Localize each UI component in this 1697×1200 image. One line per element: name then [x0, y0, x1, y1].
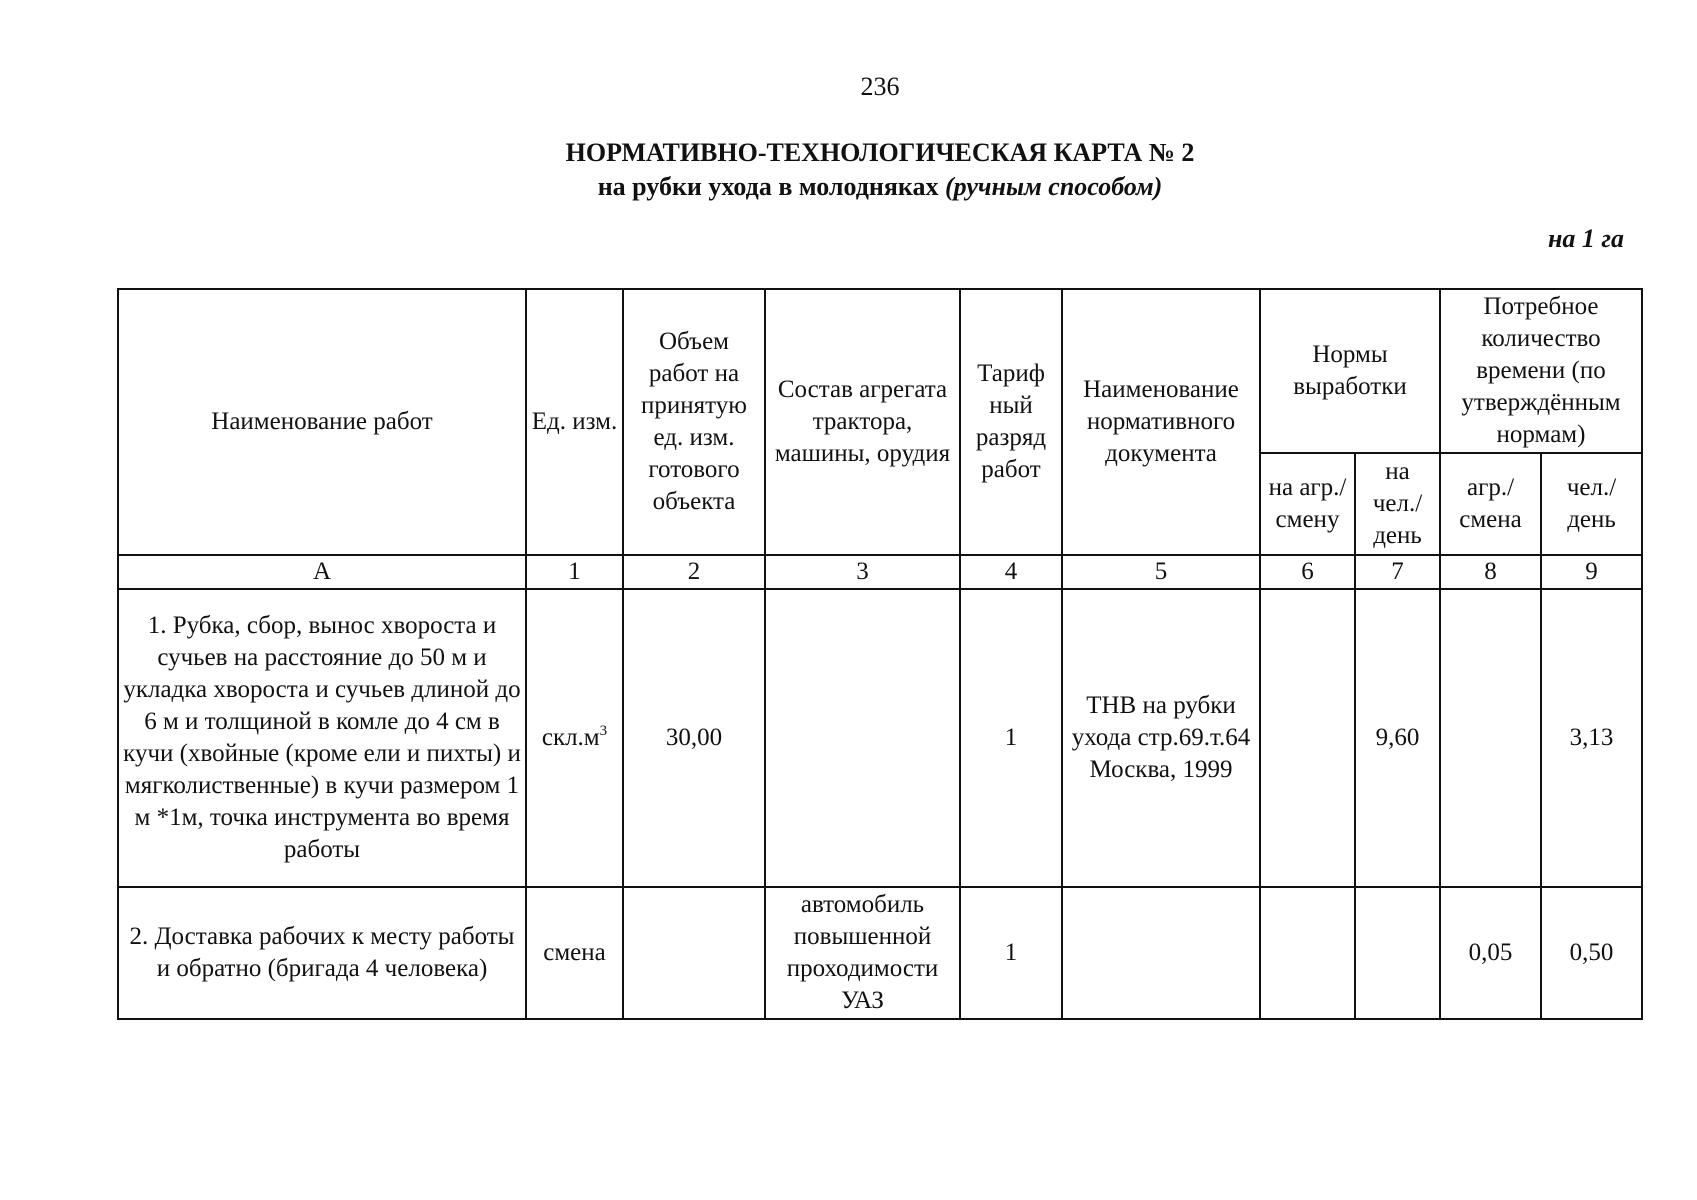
norm-chel-cell: 9,60: [1355, 589, 1440, 887]
time-agr-cell: 0,05: [1440, 887, 1541, 1019]
column-index: 7: [1355, 555, 1440, 589]
norm-table: [117, 288, 1643, 1020]
column-index: 3: [765, 555, 960, 589]
work-name-cell: 1. Рубка, сбор, вынос хвороста и сучьев на расстояние до 50 м и укладка хвороста и сучьев длиной до 6 м и толщиной в комле до 4 см в кучи (хвойные (кроме ели и пихты) и мягколиственные) в кучи размером 1 м *1м, точка инструмента во время работы: [118, 589, 526, 887]
document-subtitle: [0, 172, 1697, 202]
unit-text: смена: [543, 939, 606, 966]
column-index: 9: [1541, 555, 1642, 589]
time-agr-cell: [1440, 589, 1541, 887]
norm-chel-cell: [1355, 887, 1440, 1019]
header-time-chel: чел./ день: [1541, 453, 1642, 555]
header-norms-agr: на агр./ смену: [1260, 453, 1355, 555]
column-index: 5: [1062, 555, 1260, 589]
work-name-cell: 2. Доставка рабочих к месту работы и обратно (бригада 4 человека): [118, 887, 526, 1019]
column-index-row: [118, 555, 1642, 589]
header-norms: Нормы выработки: [1260, 289, 1440, 453]
volume-cell: [623, 887, 765, 1019]
header-unit: Ед. изм.: [526, 289, 623, 555]
table-row: [118, 589, 1642, 887]
unit-text: скл.м: [541, 724, 600, 751]
time-chel-cell: 0,50: [1541, 887, 1642, 1019]
document-cell: [1062, 887, 1260, 1019]
norm-agr-cell: [1260, 589, 1355, 887]
header-volume: Объем работ на принятую ед. изм. готового объекта: [623, 289, 765, 555]
subtitle-main: на рубки ухода в молодняках: [597, 172, 946, 201]
unit-cell: [526, 589, 623, 887]
header-aggregate: Состав агрегата трактора, машины, орудия: [765, 289, 960, 555]
column-index: 6: [1260, 555, 1355, 589]
header-norms-chel: на чел./ день: [1355, 453, 1440, 555]
tariff-cell: 1: [960, 887, 1062, 1019]
aggregate-cell: [765, 589, 960, 887]
column-index: А: [118, 555, 526, 589]
document-cell: ТНВ на рубки ухода стр.69.т.64 Москва, 1999: [1062, 589, 1260, 887]
column-index: 1: [526, 555, 623, 589]
page-number: 236: [860, 72, 900, 101]
column-index: 4: [960, 555, 1062, 589]
header-work-name: Наименование работ: [118, 289, 526, 555]
norm-agr-cell: [1260, 887, 1355, 1019]
tariff-cell: 1: [960, 589, 1062, 887]
header-tariff: Тариф ный разряд работ: [960, 289, 1062, 555]
header-row: [118, 289, 1642, 453]
header-time: Потребное количество времени (по утверждённым нормам): [1440, 289, 1642, 453]
header-document: Наименование нормативного документа: [1062, 289, 1260, 555]
column-index: 2: [623, 555, 765, 589]
header-time-agr: агр./ смена: [1440, 453, 1541, 555]
volume-cell: 30,00: [623, 589, 765, 887]
unit-cell: [526, 887, 623, 1019]
time-chel-cell: 3,13: [1541, 589, 1642, 887]
document-title: НОРМАТИВНО-ТЕХНОЛОГИЧЕСКАЯ КАРТА № 2: [565, 138, 1195, 167]
subtitle-italic: (ручным способом): [945, 172, 1163, 201]
unit-note: на 1 га: [1548, 224, 1625, 253]
aggregate-cell: автомобиль повышенной проходимости УАЗ: [765, 887, 960, 1019]
table-row: [118, 887, 1642, 1019]
unit-superscript: 3: [599, 723, 608, 739]
column-index: 8: [1440, 555, 1541, 589]
